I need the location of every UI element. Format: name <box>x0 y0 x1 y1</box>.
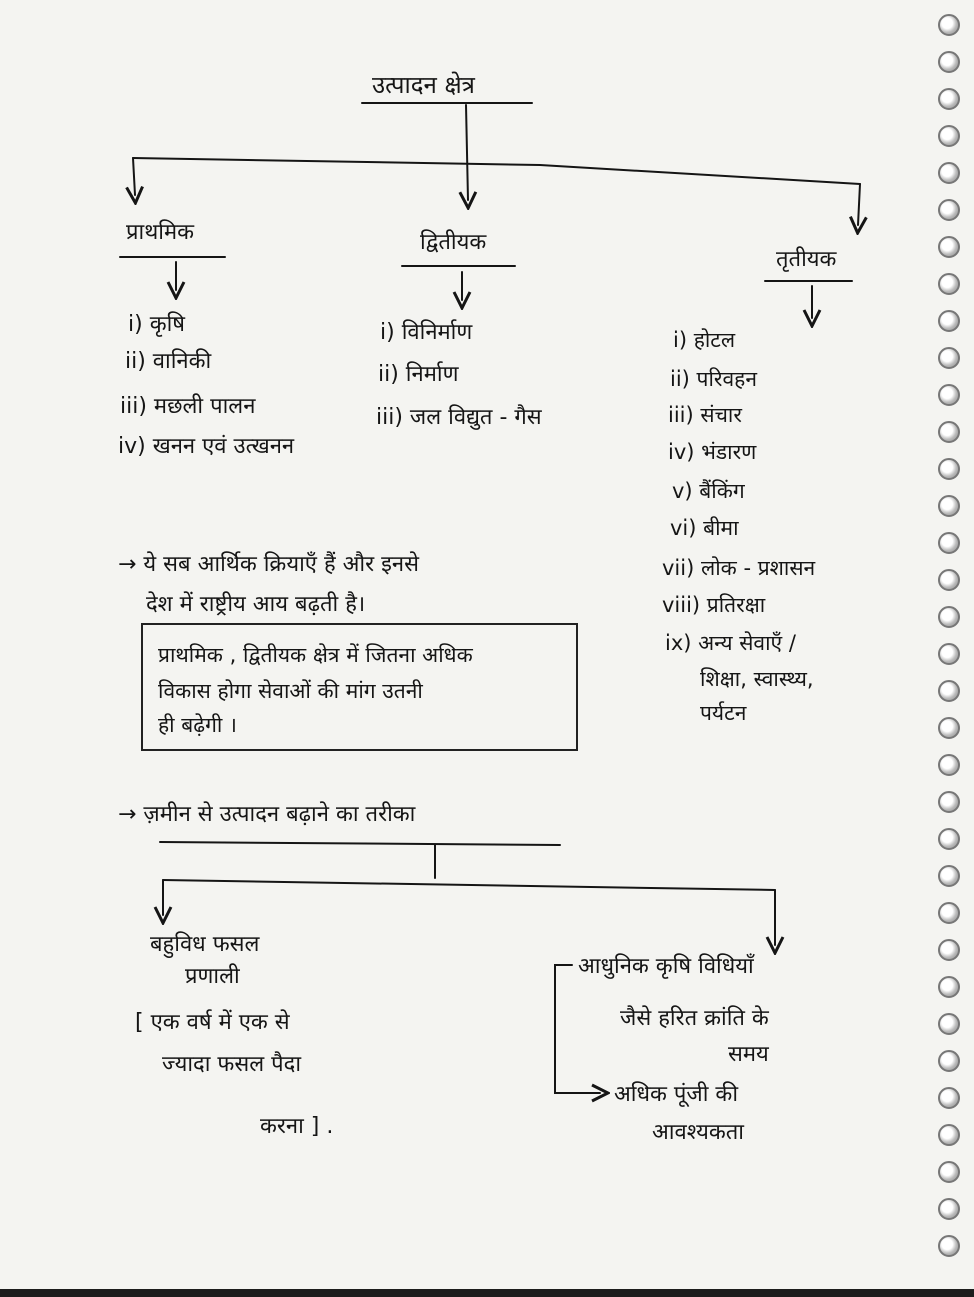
right-bracket <box>555 965 600 1093</box>
tertiary-item-cont: पर्यटन <box>700 701 747 725</box>
spiral-ring-icon <box>938 643 960 665</box>
spiral-ring-icon <box>938 495 960 517</box>
spiral-ring-icon <box>938 606 960 628</box>
bottom-edge <box>0 1289 974 1297</box>
tertiary-item: i) होटल <box>673 328 736 352</box>
spiral-ring-icon <box>938 717 960 739</box>
tertiary-item-cont: शिक्षा, स्वास्थ्य, <box>700 667 814 691</box>
tertiary-item: ii) परिवहन <box>670 367 757 391</box>
tertiary-item: vii) लोक - प्रशासन <box>662 556 816 580</box>
left-branch-desc: करना ] . <box>260 1114 334 1139</box>
left-branch-desc: [ एक वर्ष में एक से <box>135 1010 290 1035</box>
spiral-ring-icon <box>938 236 960 258</box>
secondary-item: iii) जल विद्युत - गैस <box>376 405 542 430</box>
spiral-ring-icon <box>938 1124 960 1146</box>
spiral-ring-icon <box>938 976 960 998</box>
spiral-ring-icon <box>938 939 960 961</box>
tertiary-item: iv) भंडारण <box>668 440 757 464</box>
spiral-ring-icon <box>938 1198 960 1220</box>
tertiary-item: vi) बीमा <box>670 516 739 540</box>
spiral-ring-icon <box>938 310 960 332</box>
spiral-ring-icon <box>938 384 960 406</box>
tertiary-item: viii) प्रतिरक्षा <box>662 593 766 617</box>
trunk-line <box>466 105 468 200</box>
spiral-ring-icon <box>938 88 960 110</box>
spiral-binding <box>930 14 966 1284</box>
branch-line <box>133 158 860 184</box>
spiral-ring-icon <box>938 125 960 147</box>
left-branch-label: बहुविध फसल <box>150 932 260 957</box>
primary-item: i) कृषि <box>128 312 185 337</box>
arrow-tertiary <box>858 184 860 225</box>
spiral-ring-icon <box>938 347 960 369</box>
sector-primary-label: प्राथमिक <box>126 220 195 245</box>
method-heading: → ज़मीन से उत्पादन बढ़ाने का तरीका <box>118 802 416 827</box>
right-branch-line: आधुनिक कृषि विधियाँ <box>578 954 754 979</box>
boxed-note-line: विकास होगा सेवाओं की मांग उतनी <box>158 679 423 703</box>
spiral-ring-icon <box>938 791 960 813</box>
tertiary-item: ix) अन्य सेवाएँ / <box>665 631 796 655</box>
method-branch <box>163 880 775 890</box>
spiral-ring-icon <box>938 680 960 702</box>
spiral-ring-icon <box>938 902 960 924</box>
method-underline <box>160 842 560 845</box>
arrow-primary <box>133 158 135 195</box>
spiral-ring-icon <box>938 569 960 591</box>
spiral-ring-icon <box>938 14 960 36</box>
right-branch-line: जैसे हरित क्रांति के <box>620 1006 769 1031</box>
sector-tertiary-label: तृतीयक <box>776 247 837 272</box>
boxed-note-line: प्राथमिक , द्वितीयक क्षेत्र में जितना अधिक <box>158 643 473 667</box>
spiral-ring-icon <box>938 828 960 850</box>
right-branch-line: समय <box>728 1042 769 1067</box>
spiral-ring-icon <box>938 458 960 480</box>
sector-secondary-label: द्वितीयक <box>420 230 487 255</box>
spiral-ring-icon <box>938 1013 960 1035</box>
spiral-ring-icon <box>938 51 960 73</box>
spiral-ring-icon <box>938 865 960 887</box>
secondary-item: i) विनिर्माण <box>380 320 473 345</box>
spiral-ring-icon <box>938 1235 960 1257</box>
spiral-ring-icon <box>938 754 960 776</box>
spiral-ring-icon <box>938 532 960 554</box>
spiral-ring-icon <box>938 421 960 443</box>
note-line: देश में राष्ट्रीय आय बढ़ती है। <box>146 592 366 617</box>
tertiary-item: v) बैंकिंग <box>672 479 745 503</box>
page-title: उत्पादन क्षेत्र <box>372 71 475 99</box>
spiral-ring-icon <box>938 273 960 295</box>
primary-item: iii) मछली पालन <box>120 394 256 419</box>
note-line: → ये सब आर्थिक क्रियाएँ हैं और इनसे <box>118 552 420 577</box>
primary-item: iv) खनन एवं उत्खनन <box>118 434 295 459</box>
spiral-ring-icon <box>938 199 960 221</box>
primary-item: ii) वानिकी <box>125 349 212 374</box>
secondary-item: ii) निर्माण <box>378 362 459 387</box>
boxed-note-line: ही बढ़ेगी । <box>158 713 237 737</box>
spiral-ring-icon <box>938 162 960 184</box>
right-branch-line: अधिक पूंजी की <box>614 1082 739 1107</box>
spiral-ring-icon <box>938 1087 960 1109</box>
right-branch-line: आवश्यकता <box>652 1120 744 1145</box>
spiral-ring-icon <box>938 1161 960 1183</box>
spiral-ring-icon <box>938 1050 960 1072</box>
tertiary-item: iii) संचार <box>668 403 742 427</box>
left-branch-desc: ज्यादा फसल पैदा <box>162 1052 302 1077</box>
left-branch-label: प्रणाली <box>185 964 240 989</box>
